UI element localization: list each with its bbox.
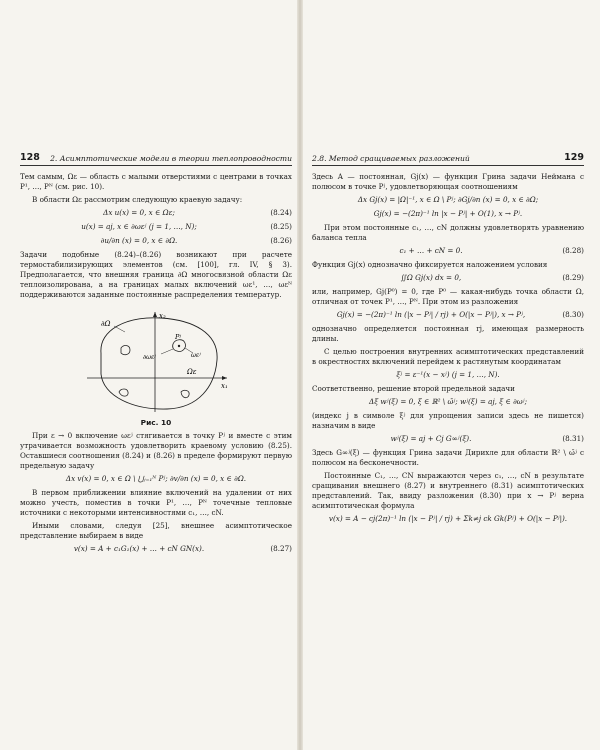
left-page-number: 128: [20, 152, 40, 163]
outer-boundary: [101, 318, 217, 409]
paragraph: При ε → 0 включение ωεʲ стягивается в точку Pʲ и вместе с этим утрачивается возможность удовлетворить краевому условию (8.25). Оставшиеся соотношения (8.24) и (8.26) в пределе формируют первую предельную задачу: [20, 431, 292, 470]
paragraph: или, например, Gj(P⁰) = 0, где P⁰ — какая-нибудь точка области Ω, отличная от точек P¹, …, Pᴺ. При этом из разложения: [312, 287, 584, 306]
equation-8-26: ∂u/∂n (x) = 0, x ∈ ∂Ω. (8.26): [100, 236, 292, 245]
paragraph: Здесь G∞ʲ(ξ) — функция Грина задачи Дирихле для области ℝ² \ ω̄ʲ с полюсом на бесконечности.: [312, 448, 584, 467]
left-running-head: 2. Асимптотические модели в теории теплопроводности: [50, 154, 292, 163]
boundary-label: ∂Ω: [101, 320, 111, 328]
equation-inner-problem: Δξ wʲ(ξ) = 0, ξ ∈ ℝ² \ ω̄ʲ; wʲ(ξ) = aj, ξ ∈ ∂ωʲ;: [369, 397, 527, 406]
right-running-head: 2.8. Метод сращиваемых разложений: [312, 154, 470, 163]
paragraph: (индекс j в символе ξʲ для упрощения записи здесь не пишется) назначим в виде: [312, 411, 584, 430]
axis-x1-label: x₁: [221, 382, 228, 390]
equation-group: [20, 208, 292, 246]
equation-8-28: c₁ + … + cN = 0. (8.28): [399, 246, 584, 255]
equation-8-31: wʲ(ξ) = aj + Cj G∞ʲ(ξ). (8.31): [390, 434, 584, 443]
paragraph: Соответственно, решение второй предельной задачи: [312, 384, 515, 393]
left-page: [20, 152, 292, 558]
paragraph: С целью построения внутренних асимптотических представлений в окрестностях включений перейдем к растянутым координатам: [312, 347, 584, 366]
paragraph: однозначно определяется постоянная rj, имеющая размерность длины.: [312, 324, 584, 343]
paragraph: Функция Gj(x) однозначно фиксируется наложением условия: [312, 260, 548, 269]
paragraph: В области Ωε рассмотрим следующую краевую задачу:: [32, 195, 243, 204]
paragraph: Постоянные C₁, …, CN выражаются через c₁, …, cN в результате сращивания внешнего (8.27) и внутреннего (8.31) асимптотических представлений. Так, ввиду разложения (8.30) при x → Pʲ верна асимптотическая формула: [312, 471, 584, 510]
left-page-header: [20, 152, 292, 166]
right-page-number: 129: [564, 152, 584, 163]
equation-8-24: Δx u(x) = 0, x ∈ Ωε; (8.24): [103, 208, 292, 217]
paragraph: Иными словами, следуя [25], внешнее асимптотическое представление выбираем в виде: [20, 521, 292, 540]
equation-green-1: Δx Gj(x) = |Ω|⁻¹, x ∈ Ω \ Pʲ; ∂Gj/∂n (x) = 0, x ∈ ∂Ω;: [357, 195, 539, 204]
figure-caption: Рис. 10: [140, 418, 172, 427]
equation-8-30: Gj(x) = −(2π)⁻¹ ln (|x − Pʲ| / rj) + O(|x − Pʲ|), x → Pʲ, (8.30): [336, 310, 584, 319]
equation-green-2: Gj(x) = −(2π)⁻¹ ln |x − Pʲ| + O(1), x → Pʲ.: [373, 209, 523, 218]
equation-stretched-coords: ξʲ = ε⁻¹(x − xʲ) (j = 1, …, N).: [396, 370, 500, 379]
axis-x2-label: x₂: [159, 312, 166, 320]
point-pj-label: Pʲ: [175, 333, 182, 341]
right-page-header: [312, 152, 584, 166]
equation-8-29: ∬Ω Gj(x) dx = 0, (8.29): [400, 273, 584, 282]
equation-matching: v(x) = A − cj(2π)⁻¹ ln (|x − Pʲ| / rj) + Σk≠j ck Gk(Pʲ) + O(|x − Pʲ|).: [328, 514, 568, 523]
equation-limit-problem: Δx v(x) = 0, x ∈ Ω \ ⋃ⱼ₌₁ᴺ Pʲ; ∂v/∂n (x) = 0, x ∈ ∂Ω.: [65, 474, 247, 483]
inclusion-label: ωεʲ: [191, 352, 201, 359]
equation-8-27: v(x) = A + c₁G₁(x) + … + cN GN(x). (8.27): [73, 544, 292, 553]
inclusion-boundary-label: ∂ωεʲ: [143, 354, 156, 361]
paragraph: Здесь A — постоянная, Gj(x) — функция Грина задачи Неймана с полюсом в точке Pʲ, удовлетворяющая соотношениям: [312, 172, 584, 191]
domain-label: Ωε: [187, 368, 197, 376]
paragraph: Тем самым, Ωε — область с малыми отверстиями с центрами в точках P¹, …, Pᴺ (см. рис. 10).: [20, 172, 292, 191]
right-page: [312, 152, 584, 528]
paragraph: В первом приближении влияние включений на удалении от них можно учесть, поместив в точки P¹, …, Pᴺ точечные тепловые источники с некоторыми интенсивностями c₁, …, cN.: [20, 488, 292, 517]
paragraph: При этом постоянные c₁, …, cN должны удовлетворять уравнению баланса тепла: [312, 223, 584, 242]
book-gutter: [297, 0, 303, 750]
figure-10: [20, 308, 292, 427]
paragraph: Задачи подобные (8.24)–(8.26) возникают при расчете термостабилизирующих элементов (см. [100], гл. IV, § 3). Предполагается, что внешняя граница ∂Ω многосвязной области Ωε теплоизолирована, а на границах малых включений ωε¹, …, ωεᴺ поддерживаются заданные постоянные распределения температур.: [20, 250, 292, 299]
equation-8-25: u(x) = aj, x ∈ ∂ωεʲ (j = 1, …, N); (8.25): [81, 222, 292, 231]
domain-diagram: [81, 308, 231, 416]
